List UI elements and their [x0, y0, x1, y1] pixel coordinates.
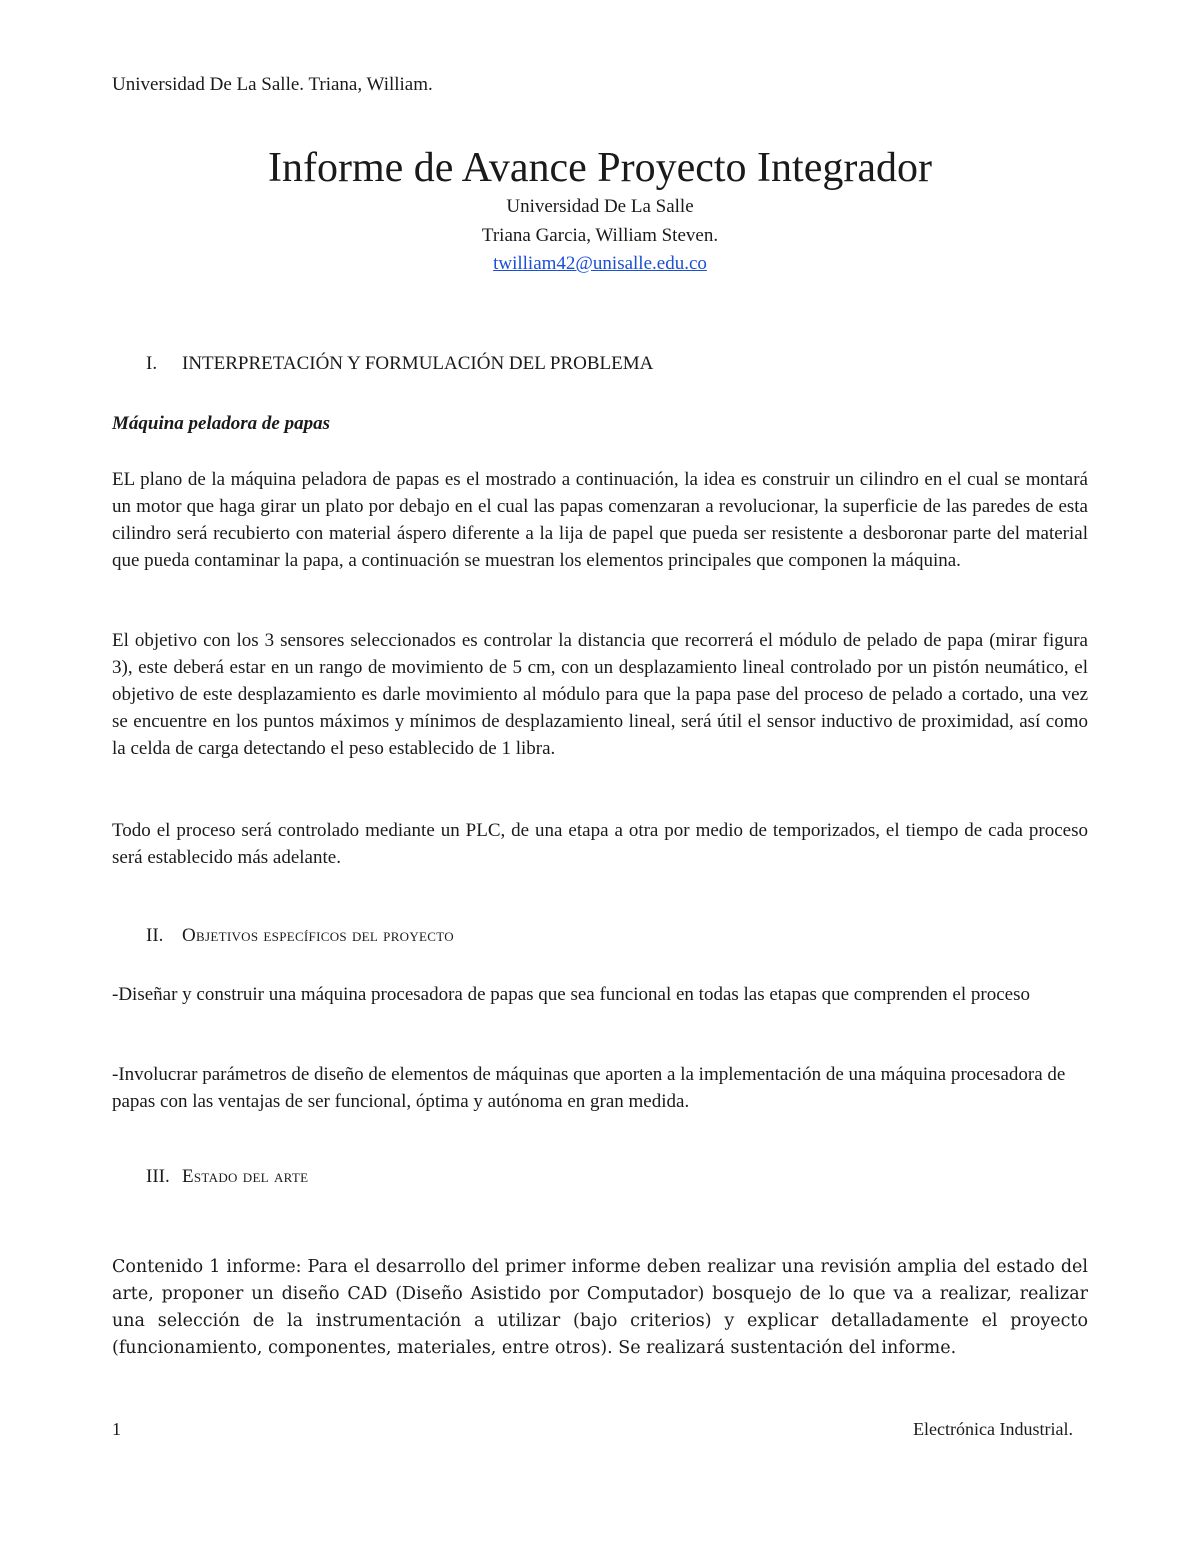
footer-department: Electrónica Industrial. [913, 1419, 1073, 1439]
paragraph-5: -Involucrar parámetros de diseño de elementos de máquinas que aporten a la implementación de una máquina procesadora de papas con las ventajas de ser funcional, óptima y autónoma en gran medida. [112, 1064, 1066, 1112]
section-heading-3 [146, 1166, 308, 1188]
page-number: 1 [112, 1419, 121, 1439]
subheading-maquina: Máquina peladora de papas [112, 413, 330, 434]
title-university: Universidad De La Salle [506, 196, 694, 217]
document-title: Informe de Avance Proyecto Integrador [268, 145, 932, 191]
section-number-1: I. [146, 353, 158, 374]
running-header: Universidad De La Salle. Triana, William. [112, 74, 433, 95]
section-heading-1 [146, 353, 653, 375]
section-heading-2 [146, 925, 454, 947]
section-number-3: III. [146, 1166, 170, 1187]
paragraph-1: EL plano de la máquina peladora de papas es el mostrado a continuación, la idea es construir un cilindro en el cual se montará un motor que haga girar un plato por debajo en el cual las papas comenzaran a revolucionar, la superficie de las paredes de esta cilindro será recubierto con material áspero diferente a la lija de papel que pueda ser resistente a desboronar parte del material que pueda contaminar la papa, a continuación se muestran los elementos principales que componen la máquina. [112, 469, 1088, 571]
title-author: Triana Garcia, William Steven. [481, 225, 719, 246]
section-title-2: Objetivos específicos del proyecto [182, 925, 454, 946]
paragraph-2: El objetivo con los 3 sensores seleccionados es controlar la distancia que recorrerá el módulo de pelado de papa (mirar figura 3), este deberá estar en un rango de movimiento de 5 cm, con un desplazamiento lineal controlado por un pistón neumático, el objetivo de este desplazamiento es darle movimiento al módulo para que la papa pase del proceso de pelado a cortado, una vez se encuentre en los puntos máximos y mínimos de desplazamiento lineal, será útil el sensor inductivo de proximidad, así como la celda de carga detectando el peso establecido de 1 libra. [112, 630, 1088, 759]
paragraph-4: -Diseñar y construir una máquina procesadora de papas que sea funcional en todas las etapas que comprenden el proceso [112, 984, 1030, 1005]
title-email-line [0, 253, 1200, 275]
author-email-link[interactable]: twilliam42@unisalle.edu.co [493, 253, 707, 274]
paragraph-3: Todo el proceso será controlado mediante un PLC, de una etapa a otra por medio de temporizados, el tiempo de cada proceso será establecido más adelante. [112, 820, 1088, 868]
section-number-2: II. [146, 925, 164, 946]
section-title-3: Estado del arte [182, 1166, 309, 1187]
section-title-1: INTERPRETACIÓN Y FORMULACIÓN DEL PROBLEMA [182, 353, 654, 374]
paragraph-6: Contenido 1 informe: Para el desarrollo del primer informe deben realizar una revisión amplia del estado del arte, proponer un diseño CAD (Diseño Asistido por Computador) bosquejo de lo que va a realizar, realizar una selección de la instrumentación a utilizar (bajo criterios) y explicar detalladamente el proyecto (funcionamiento, componentes, materiales, entre otros). Se realizará sustentación del informe. [112, 1257, 1088, 1358]
